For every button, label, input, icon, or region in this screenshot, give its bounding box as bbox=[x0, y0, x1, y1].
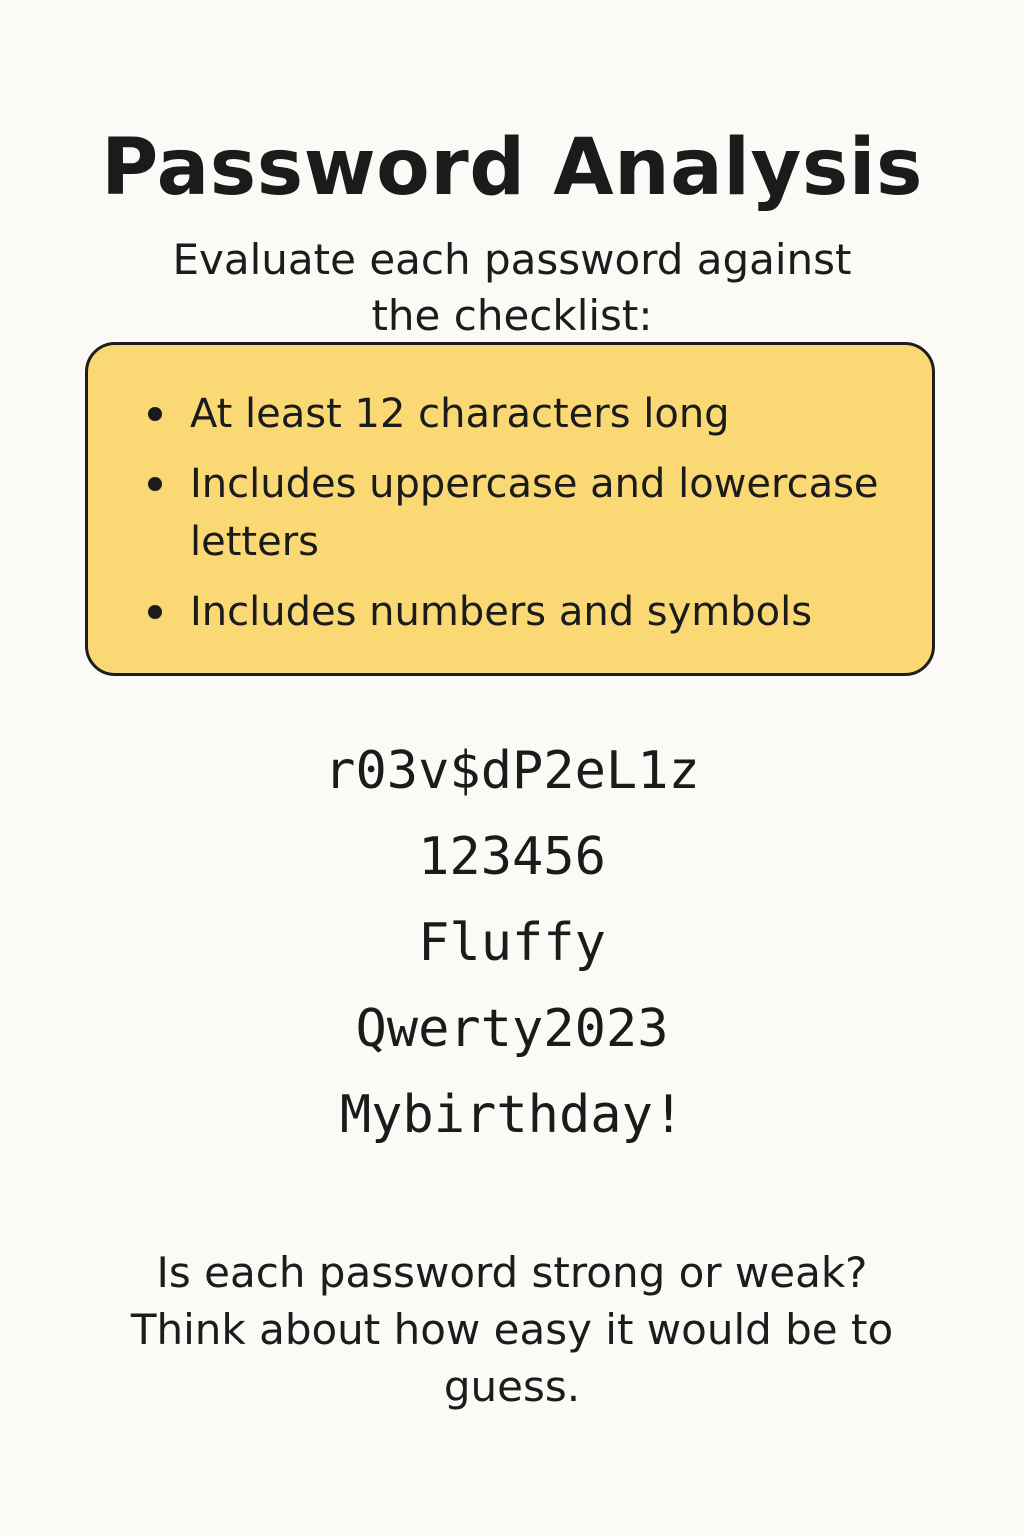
checklist-item-label: At least 12 characters long bbox=[190, 391, 730, 437]
checklist bbox=[144, 385, 904, 653]
password-item: 123456 bbox=[418, 827, 606, 887]
bullet-icon bbox=[148, 407, 162, 421]
checklist-item-case bbox=[144, 455, 904, 571]
password-item: Mybirthday! bbox=[339, 1085, 685, 1145]
page-title: Password Analysis bbox=[101, 123, 923, 214]
password-item: Fluffy bbox=[418, 913, 606, 973]
password-list bbox=[0, 728, 1024, 1158]
checklist-item-length bbox=[144, 385, 904, 443]
bullet-icon bbox=[148, 477, 162, 491]
checklist-item-label: Includes numbers and symbols bbox=[190, 589, 813, 635]
question-text: Is each password strong or weak? Think about how easy it would be to guess. bbox=[130, 1248, 894, 1411]
password-item: r03v$dP2eL1z bbox=[324, 741, 700, 801]
checklist-item-label: Includes uppercase and lowercase letters bbox=[190, 461, 879, 565]
bullet-icon bbox=[148, 605, 162, 619]
intro-text: Evaluate each password against the checklist: bbox=[172, 235, 852, 340]
checklist-item-numbers-symbols bbox=[144, 583, 904, 641]
password-item: Qwerty2023 bbox=[355, 999, 669, 1059]
checklist-box bbox=[85, 342, 935, 676]
